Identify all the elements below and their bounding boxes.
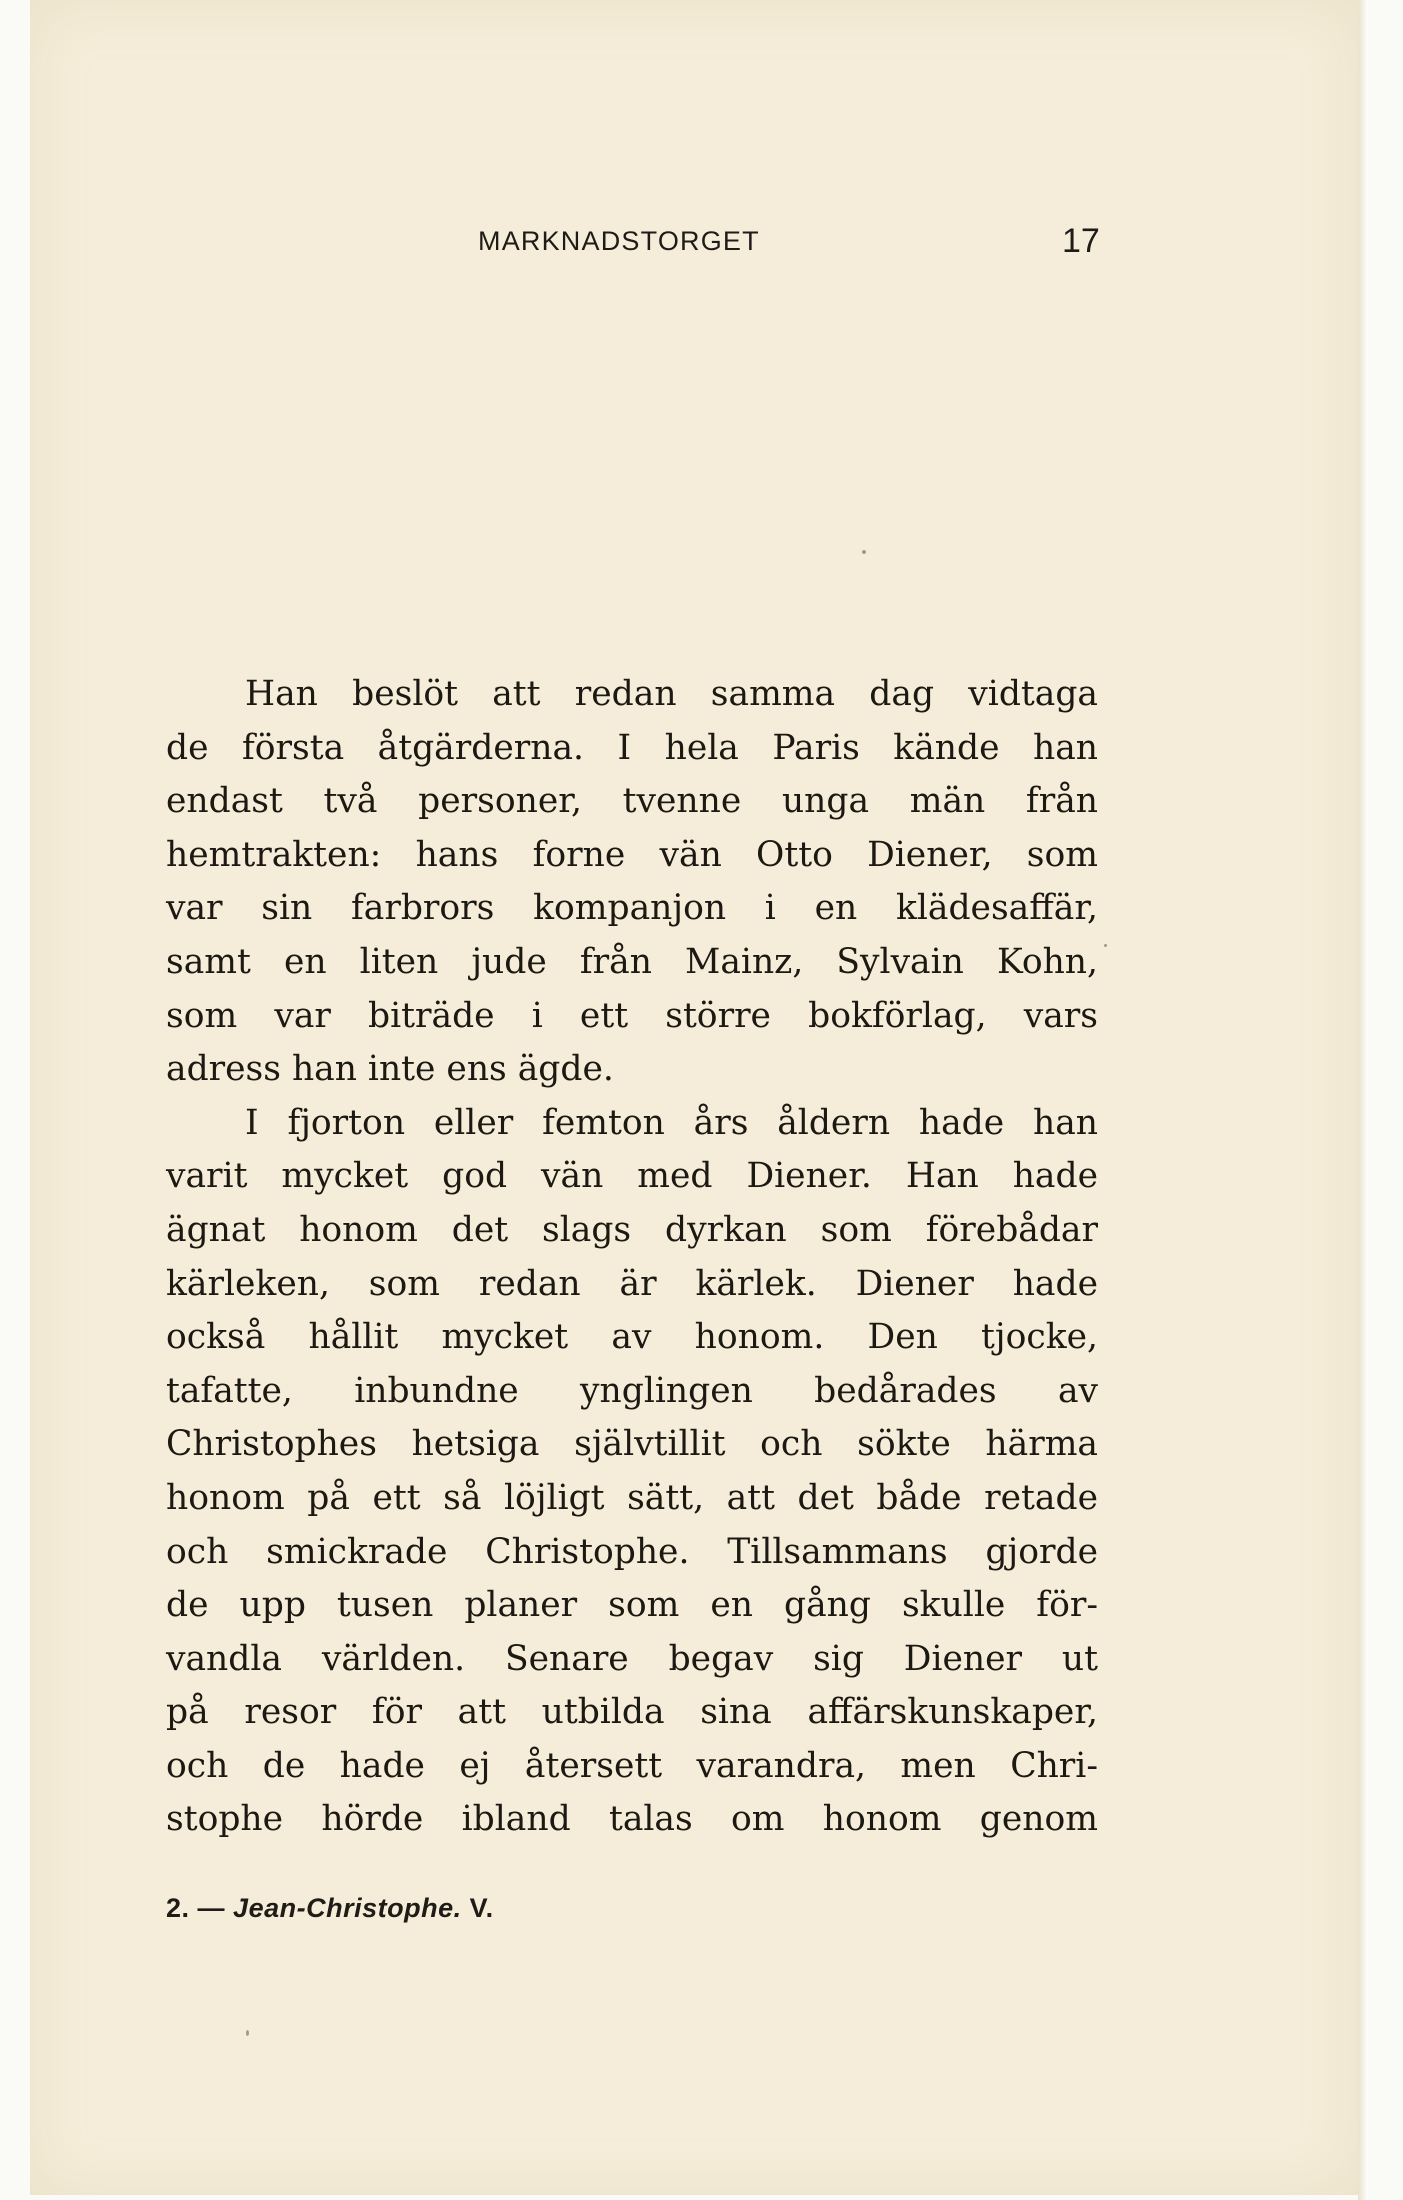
text-line: adress han inte ens ägde. <box>166 1049 614 1090</box>
text-line: varit mycket god vän med Diener. Han hade <box>166 1156 1098 1197</box>
text-line: och de hade ej återsett varandra, men Chri- <box>166 1745 1098 1786</box>
page-number: 17 <box>1062 222 1100 260</box>
text-line: kärleken, som redan är kärlek. Diener hade <box>166 1263 1098 1304</box>
text-line: och smickrade Christophe. Tillsammans gjorde <box>166 1531 1098 1572</box>
text-line: samt en liten jude från Mainz, Sylvain Kohn, <box>166 941 1098 982</box>
text-line: I fjorton eller femton års åldern hade han <box>245 1102 1098 1143</box>
text-line: var sin farbrors kompanjon i en klädesaffär, <box>166 888 1098 929</box>
text-line: på resor för att utbilda sina affärskunskaper, <box>166 1692 1098 1733</box>
text-line: honom på ett så löjligt sätt, att det både retade <box>166 1477 1098 1518</box>
page-edge <box>1358 0 1368 2200</box>
text-line: Han beslöt att redan samma dag vidtaga <box>245 674 1098 714</box>
text-line: hemtrakten: hans forne vän Otto Diener, som <box>166 834 1098 875</box>
text-line: ägnat honom det slags dyrkan som förebådar <box>166 1209 1098 1250</box>
running-title: MARKNADSTORGET <box>478 226 760 256</box>
text-line: endast två personer, tvenne unga män från <box>166 781 1098 822</box>
signature-number: 2. — <box>166 1893 226 1923</box>
signature-volume: V. <box>469 1893 494 1923</box>
body-text <box>166 668 1098 1847</box>
text-line: de upp tusen planer som en gång skulle för- <box>166 1585 1098 1626</box>
running-head <box>0 222 1403 262</box>
printer-signature <box>166 1893 494 1924</box>
signature-title: Jean-Christophe. <box>233 1893 462 1923</box>
text-line: stophe hörde ibland talas om honom genom <box>166 1799 1098 1840</box>
text-line: tafatte, inbundne ynglingen bedårades av <box>166 1370 1098 1411</box>
paper-speck <box>1104 944 1107 947</box>
text-line: Christophes hetsiga självtillit och sökte härma <box>166 1424 1098 1465</box>
text-line: också hållit mycket av honom. Den tjocke, <box>166 1317 1098 1358</box>
text-line: som var biträde i ett större bokförlag, vars <box>166 995 1098 1036</box>
text-line: vandla världen. Senare begav sig Diener ut <box>166 1638 1098 1679</box>
text-line: de första åtgärderna. I hela Paris kände han <box>166 727 1098 768</box>
paper-speck <box>246 2030 249 2036</box>
paper-speck <box>862 550 866 554</box>
